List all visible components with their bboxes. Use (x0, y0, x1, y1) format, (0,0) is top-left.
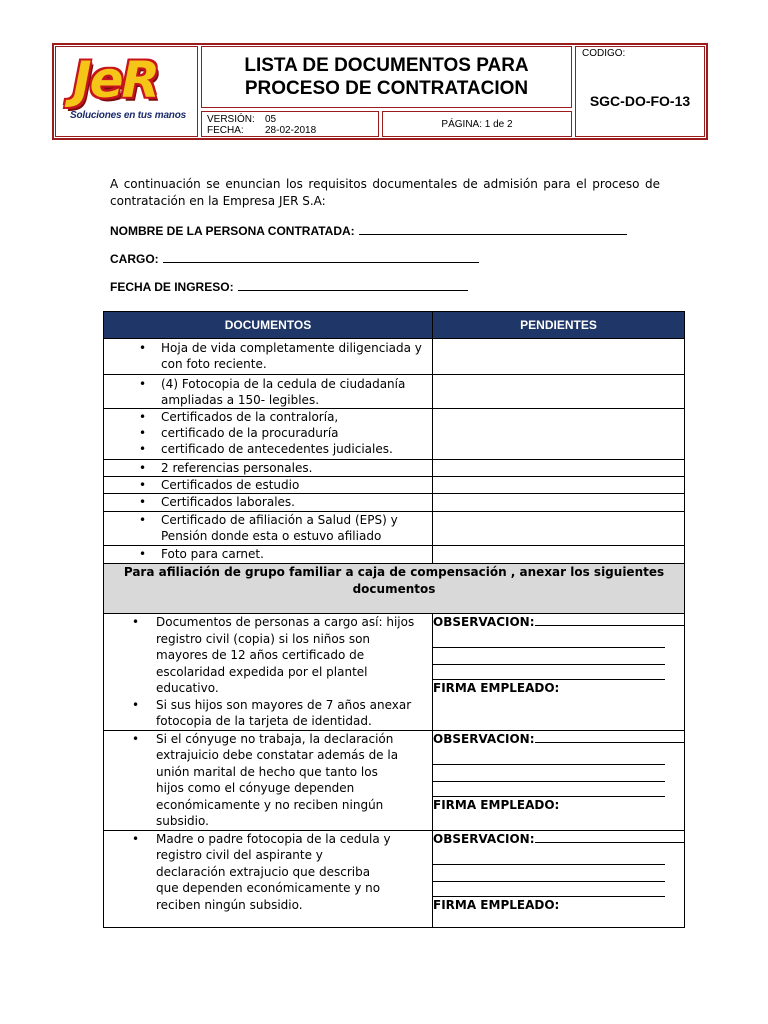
table-row (104, 494, 685, 512)
table-row (104, 409, 685, 460)
cargo-field (110, 252, 479, 266)
pending-cell[interactable] (433, 494, 685, 512)
company-logo: JeR (73, 51, 159, 109)
nombre-label: NOMBRE DE LA PERSONA CONTRATADA: (110, 224, 355, 238)
family-header-text: Para afiliación de grupo familiar a caja de compensación , anexar los siguientes documentos (104, 564, 685, 614)
list-item: • Madre o padre fotocopia de la cedula y registro civil del aspirante y declaración extrajucio que describa que dependen económicamente y no reciben ningún subsidio. (156, 831, 392, 914)
table-row (104, 339, 685, 375)
fecha-ingreso-input-line[interactable] (238, 280, 468, 291)
document-title (201, 46, 572, 108)
list-item: • Documentos de personas a cargo así: hijos registro civil (copia) si los niños son mayores de 12 años certificado de escolaridad expedida por el plantel educativo. (156, 614, 418, 697)
list-item: • Certificados de la contraloría, (161, 409, 432, 425)
table-row (104, 546, 685, 564)
version-cell (201, 111, 379, 137)
pending-cell[interactable] (433, 477, 685, 494)
list-item: • Hoja de vida completamente diligenciada y con foto reciente. (161, 340, 422, 372)
list-item: • Si el cónyuge no trabaja, la declaración extrajuicio debe constatar además de la unión marital de hecho que tanto los hijos como el cónyuge dependen económicamente y no reciben ningún subsidio. (156, 731, 402, 830)
pending-cell[interactable] (433, 460, 685, 477)
table-row (104, 830, 685, 927)
family-section-header (104, 564, 685, 614)
table-row (104, 730, 685, 830)
documents-table (103, 311, 685, 928)
version-value: 05 (265, 114, 277, 125)
list-item: • (4) Fotocopia de la cedula de ciudadanía ampliadas a 150- legibles. (161, 376, 412, 408)
table-row (104, 460, 685, 477)
nombre-field (110, 224, 627, 238)
codigo-cell (575, 46, 705, 137)
pending-cell[interactable] (433, 375, 685, 409)
title-line-2: PROCESO DE CONTRATACION (244, 78, 529, 99)
observation-cell[interactable] (433, 614, 685, 731)
col-header-documentos: DOCUMENTOS (104, 312, 433, 339)
table-row (104, 477, 685, 494)
observation-cell[interactable] (433, 830, 685, 927)
list-item: • Certificados laborales. (161, 494, 432, 510)
pagina-cell (382, 111, 572, 137)
observacion-label: OBSERVACION: (433, 615, 535, 629)
col-header-pendientes: PENDIENTES (433, 312, 685, 339)
title-line-1: LISTA DE DOCUMENTOS PARA (244, 55, 529, 76)
cargo-label: CARGO: (110, 252, 159, 266)
pending-cell[interactable] (433, 409, 685, 460)
list-item: • certificado de antecedentes judiciales. (161, 441, 432, 457)
observacion-label: OBSERVACION: (433, 831, 535, 846)
version-label: VERSIÓN: (207, 114, 255, 125)
nombre-input-line[interactable] (359, 224, 627, 235)
table-row (104, 375, 685, 409)
firma-label: FIRMA EMPLEADO: (433, 681, 560, 695)
fecha-label: FECHA: (207, 125, 244, 136)
observation-cell[interactable] (433, 730, 685, 830)
pending-cell[interactable] (433, 339, 685, 375)
codigo-value: SGC-DO-FO-13 (589, 93, 691, 109)
list-item: • Foto para carnet. (161, 546, 432, 562)
fecha-ingreso-label: FECHA DE INGRESO: (110, 280, 234, 294)
codigo-label: CODIGO: (582, 48, 626, 59)
pending-cell[interactable] (433, 512, 685, 546)
intro-paragraph: A continuación se enuncian los requisitos documentales de admisión para el proceso de contratación en la Empresa JER S.A: (110, 177, 660, 208)
observacion-label: OBSERVACION: (433, 731, 535, 746)
fecha-ingreso-field (110, 280, 468, 294)
pending-cell[interactable] (433, 546, 685, 564)
list-item: • Certificados de estudio (161, 477, 432, 493)
cargo-input-line[interactable] (163, 252, 479, 263)
table-row (104, 614, 685, 731)
pagina-value: PÁGINA: 1 de 2 (441, 118, 513, 130)
table-row (104, 512, 685, 546)
list-item: • certificado de la procuraduría (161, 425, 432, 441)
firma-label: FIRMA EMPLEADO: (433, 797, 560, 812)
fecha-value: 28-02-2018 (265, 125, 317, 136)
firma-label: FIRMA EMPLEADO: (433, 897, 560, 912)
logo-cell (55, 46, 198, 137)
list-item: • 2 referencias personales. (161, 460, 432, 476)
list-item: • Si sus hijos son mayores de 7 años anexar fotocopia de la tarjeta de identidad. (156, 697, 418, 730)
logo-tagline: Soluciones en tus manos (70, 110, 186, 121)
list-item: • Certificado de afiliación a Salud (EPS) y Pensión donde esta o estuvo afiliado (161, 512, 422, 544)
